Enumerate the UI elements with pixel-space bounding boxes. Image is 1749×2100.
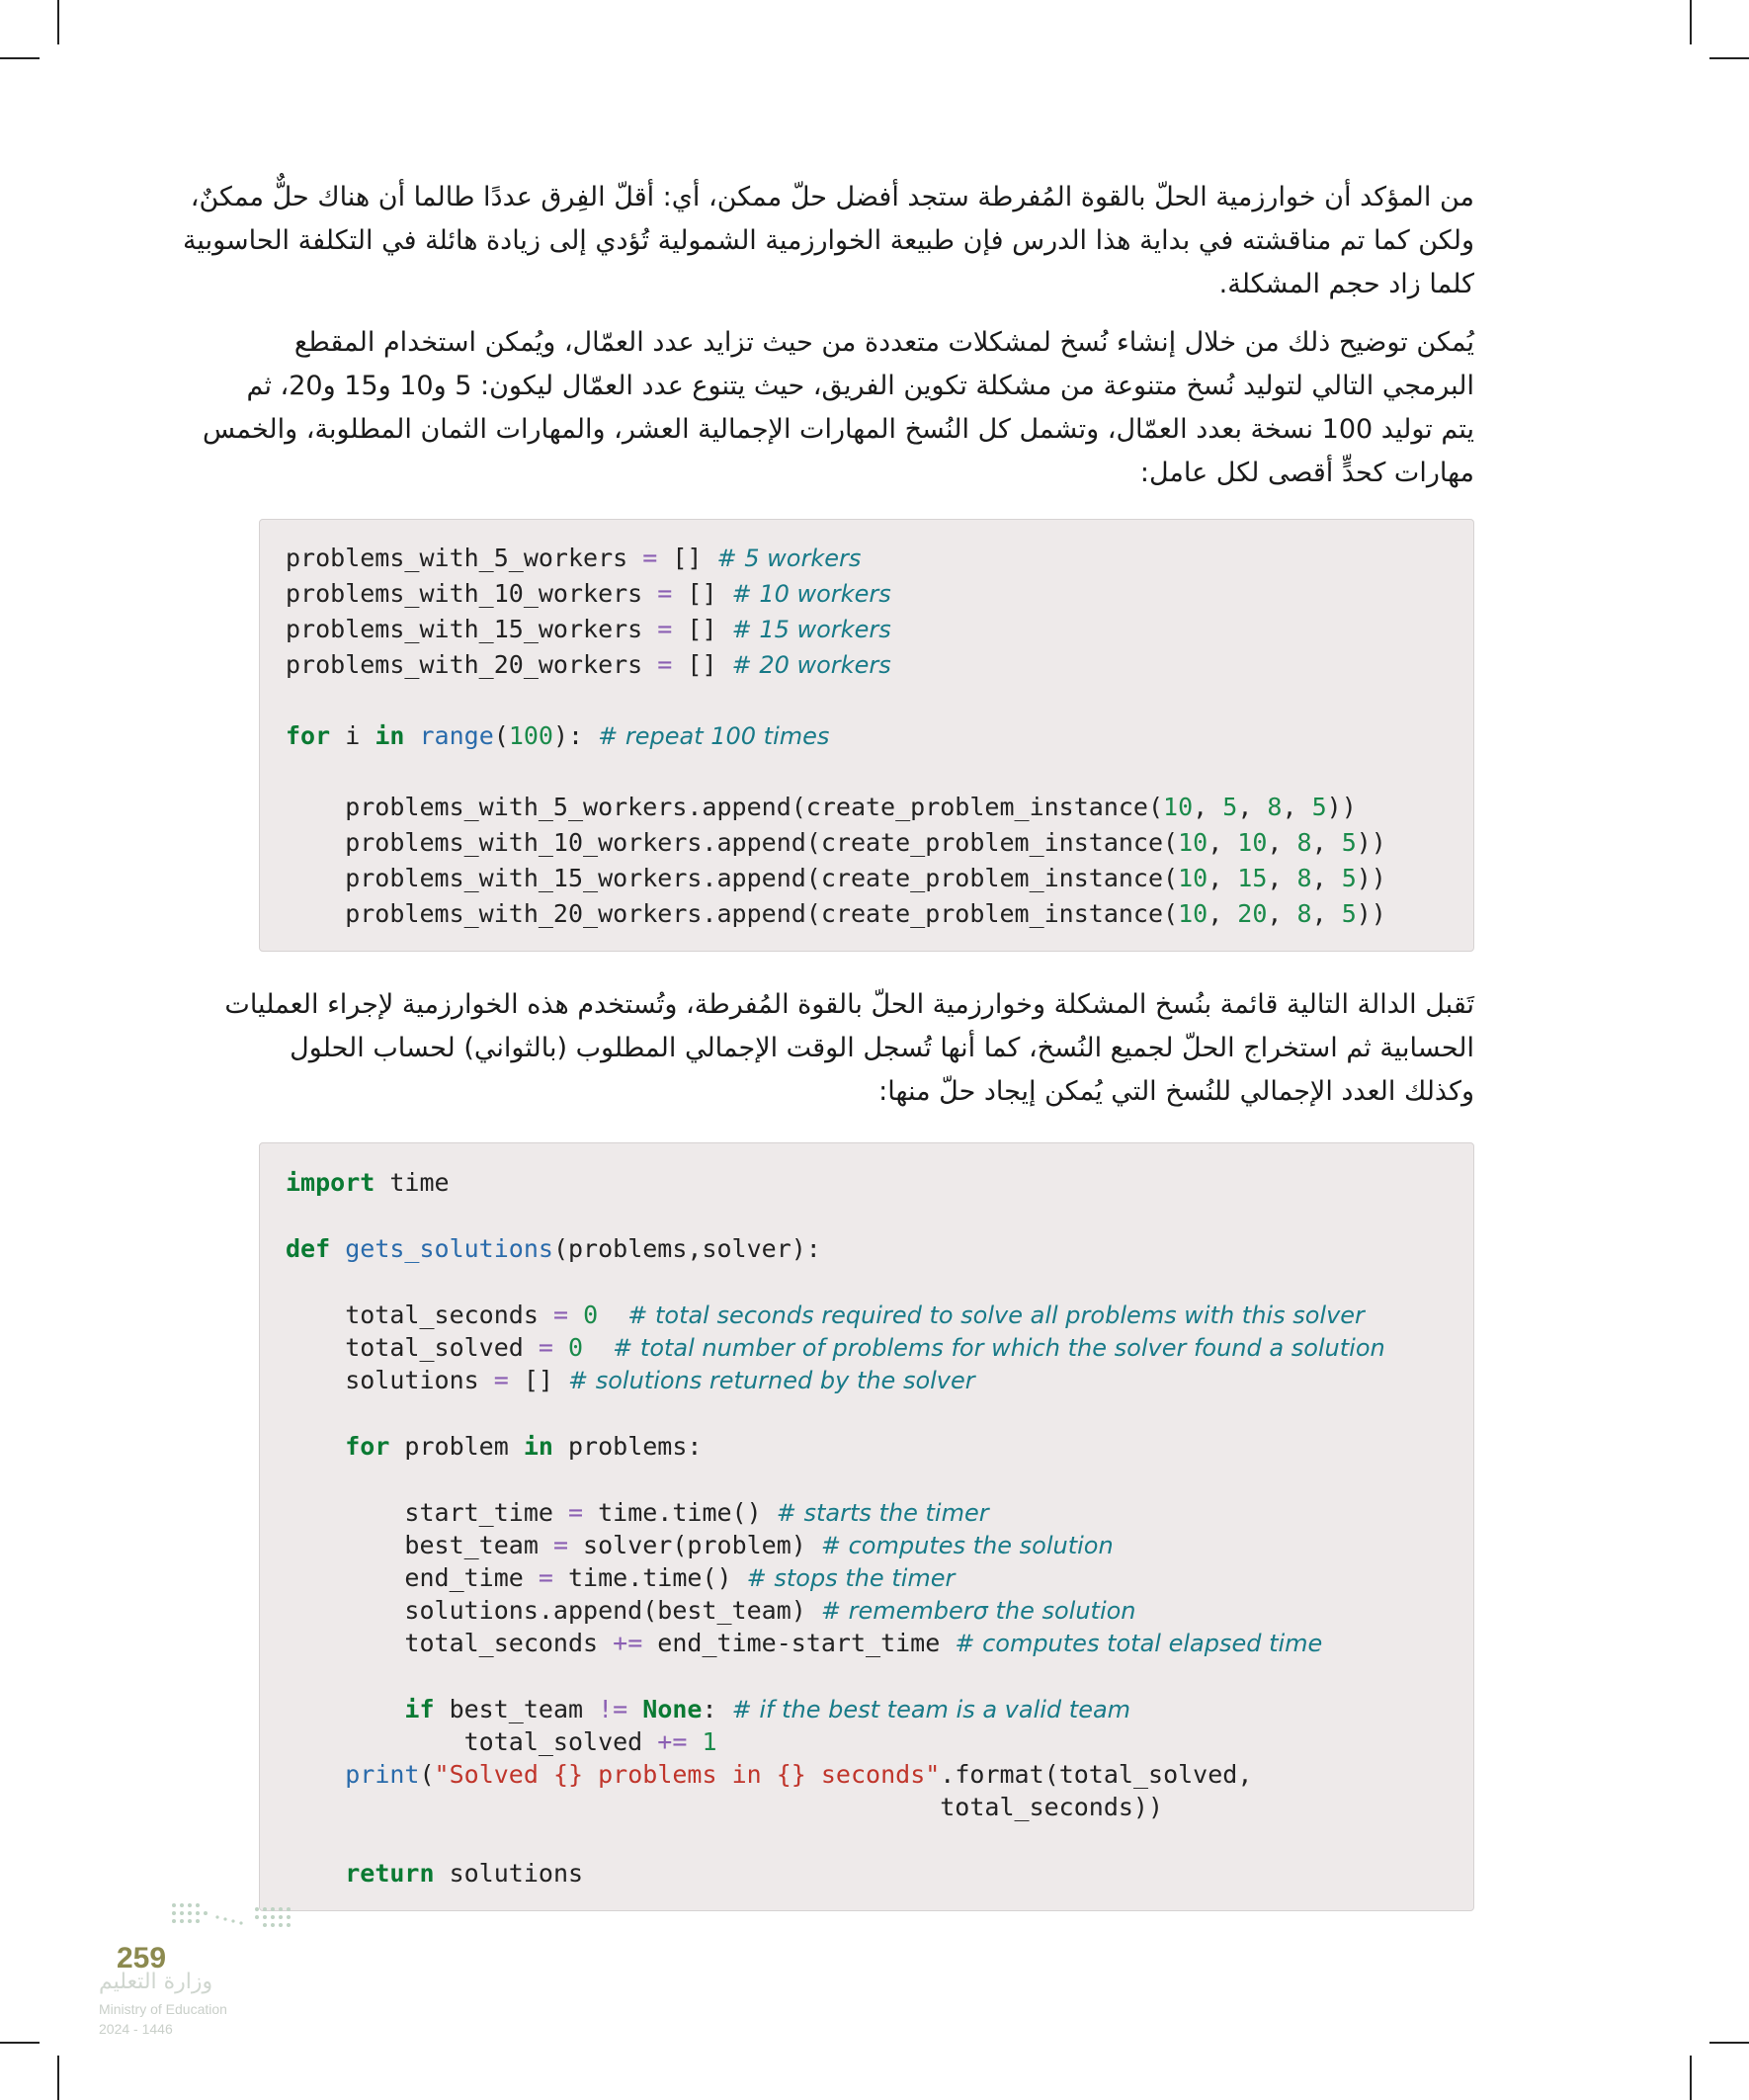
text-line: من المؤكد أن خوارزمية الحلّ بالقوة المُفرطة ستجد أفضل حلّ ممكن، أي: أقلّ الفِرق عددًا طالما أن هناك حلٌّ ممكنٌ، xyxy=(190,182,1474,212)
code-line: total_solved = 0 # total number of problems for which the solver found a solution xyxy=(286,1333,1385,1362)
code-line: total_solved += 1 xyxy=(286,1727,717,1756)
code-line: for i in range(100): # repeat 100 times xyxy=(286,721,830,750)
code-line: def gets_solutions(problems,solver): xyxy=(286,1234,821,1263)
code-line: total_seconds)) xyxy=(286,1793,1164,1821)
crop-mark xyxy=(0,57,40,59)
code-line: import time xyxy=(286,1168,450,1197)
code-line: if best_team != None: # if the best team is a valid team xyxy=(404,1695,1131,1723)
explanation-paragraph xyxy=(202,321,1474,495)
text-line: وكذلك العدد الإجمالي للنُسخ التي يُمكن إيجاد حلّ منها: xyxy=(878,1076,1474,1107)
text-line: تَقبل الدالة التالية قائمة بنُسخ المشكلة وخوارزمية الحلّ بالقوة المُفرطة، وتُستخدم هذه الخوارزمية لإجراء العمليات xyxy=(224,989,1474,1020)
code-line: best_team = solver(problem) # computes the solution xyxy=(286,1531,1114,1559)
code-block-generate-instances xyxy=(259,519,1474,952)
edition-year: 2024 - 1446 xyxy=(99,2021,173,2037)
code-line: problems_with_15_workers = [] # 15 workers xyxy=(286,615,891,643)
intro-paragraph xyxy=(182,176,1474,306)
code-line: total_seconds = 0 # total seconds required to solve all problems with this solver xyxy=(286,1301,1365,1329)
crop-mark xyxy=(1709,57,1749,59)
code-line: solutions = [] # solutions returned by the solver xyxy=(286,1366,975,1394)
crop-mark xyxy=(57,0,59,44)
code-line: problems_with_10_workers = [] # 10 workers xyxy=(286,579,891,608)
crop-mark xyxy=(1690,0,1692,44)
text-line: الحسابية ثم استخراج الحلّ لجميع النُسخ، كما أنها تُسجل الوقت الإجمالي المطلوب (بالثواني) لحساب الحلول xyxy=(290,1033,1474,1063)
code-block-gets-solutions xyxy=(259,1142,1474,1911)
function-description-paragraph xyxy=(224,983,1474,1114)
text-line: يتم توليد 100 نسخة بعدد العمّال، وتشمل كل النُسخ المهارات الإجمالية العشر، والمهارات الثمان المطلوبة، والخمس xyxy=(202,414,1474,445)
code-line: problems_with_5_workers.append(create_problem_instance(10, 5, 8, 5)) xyxy=(286,793,1357,821)
code-line: problems_with_20_workers = [] # 20 workers xyxy=(286,650,891,679)
text-line: ولكن كما تم مناقشته في بداية هذا الدرس فإن طبيعة الخوارزمية الشمولية تُؤدي إلى زيادة هائلة في التكلفة الحاسوبية xyxy=(182,225,1474,256)
code-line: print("Solved {} problems in {} seconds".format(total_solved, xyxy=(345,1760,1253,1789)
code-line: problems_with_15_workers.append(create_problem_instance(10, 15, 8, 5)) xyxy=(286,864,1386,892)
code-line: problems_with_20_workers.append(create_problem_instance(10, 20, 8, 5)) xyxy=(286,899,1386,928)
code-line: problems_with_10_workers.append(create_problem_instance(10, 10, 8, 5)) xyxy=(286,828,1386,857)
code-line: for problem in problems: xyxy=(345,1432,703,1461)
code-line: solutions.append(best_team) # rememberσ the solution xyxy=(286,1596,1136,1625)
crop-mark xyxy=(57,2056,59,2100)
ministry-name-arabic: وزارة التعليم xyxy=(99,1970,213,1994)
page-number: 259 xyxy=(117,1942,167,1974)
crop-mark xyxy=(0,2042,40,2044)
text-line: كلما زاد حجم المشكلة. xyxy=(1218,269,1474,299)
ministry-name-english: Ministry of Education xyxy=(99,2001,227,2017)
ministry-logo-dots-icon xyxy=(168,1899,326,1939)
text-line: البرمجي التالي لتوليد نُسخ متنوعة من مشكلة تكوين الفريق، حيث يتنوع عدد العمّال ليكون: 5 و10 و15 و20، ثم xyxy=(246,371,1474,401)
crop-mark xyxy=(1690,2056,1692,2100)
text-line: يُمكن توضيح ذلك من خلال إنشاء نُسخ لمشكلات متعددة من حيث تزايد عدد العمّال، ويُمكن استخدام المقطع xyxy=(293,327,1474,358)
text-line: مهارات كحدٍّ أقصى لكل عامل: xyxy=(1139,458,1474,488)
code-line: start_time = time.time() # starts the timer xyxy=(286,1498,989,1527)
code-line: return solutions xyxy=(345,1859,584,1888)
code-line: problems_with_5_workers = [] # 5 workers xyxy=(286,544,862,572)
code-line: end_time = time.time() # stops the timer xyxy=(286,1563,956,1592)
crop-mark xyxy=(1709,2042,1749,2044)
code-line: total_seconds += end_time-start_time # computes total elapsed time xyxy=(286,1629,1323,1657)
